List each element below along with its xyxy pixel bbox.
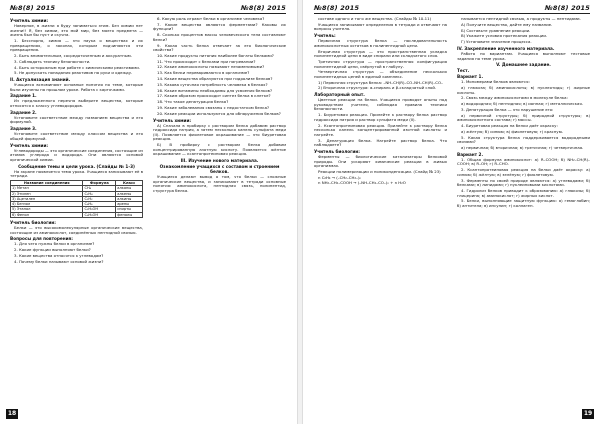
page-header — [314, 3, 590, 14]
paragraph: а) водородная; б) пептидная; в) ионная; г) металлическая. — [461, 101, 583, 107]
page-left — [0, 0, 296, 424]
paragraph: Б) В пробирку с раствором белка добавим концентрированную азотную кислоту. Появляется жёлтое окрашивание — ксантопротеиновая реакция. — [153, 142, 286, 157]
table-cell: 5) Этанол — [11, 207, 83, 212]
section-heading: Вопросы для повторения: — [10, 236, 73, 242]
paragraph: А) Сначала в пробирку с раствором белка добавим раствор гидроксида натрия, а затем несколько капель сульфата меди (II). Появляется фиолетовое окрашивание — это биуретовая реакция. — [153, 122, 286, 142]
data-table — [10, 180, 143, 218]
text-column — [153, 17, 286, 404]
section-heading: II. Актуализация знаний. — [10, 77, 71, 83]
paragraph: 8. Сколько процентов массы человеческого тела составляют белки? — [153, 32, 286, 42]
header-rule — [314, 13, 590, 14]
paragraph: Ферменты — биологические катализаторы белковой природы. Они ускоряют химические реакции в живых организмах. — [314, 153, 447, 169]
paragraph: 5. Белки, выполняющие защитную функцию: а) гемоглобин; б) антитела; в) инсулин; г) коллаген. — [457, 198, 590, 208]
issue-header: №8(8) 2015 — [240, 4, 286, 12]
issue-header: №8(8) 2015 — [314, 4, 360, 12]
paragraph: 12. Какие аминокислоты называют незаменимыми? — [157, 64, 265, 70]
section-heading: Задание 3. — [10, 126, 37, 132]
issue-header: №8(8) 2015 — [544, 4, 590, 12]
paragraph: 1. Мономерами белков являются: — [461, 79, 530, 85]
paragraph: 18. Что такое денатурация белка? — [157, 99, 229, 105]
paragraph: Третичная структура — пространственная конфигурация полипептидной цепи, свёрнутой в глобулу. — [314, 58, 447, 69]
paragraph: 2. Какие функции выполняют белки? — [14, 247, 91, 253]
section-heading: Задание 1. — [10, 93, 37, 99]
paragraph: 4. Быть осторожным при работе с химическими реактивами. — [14, 64, 140, 70]
paragraph: 3. Денатурация белка. Нагрейте раствор белка. Что наблюдаете? — [314, 137, 447, 148]
paragraph: На экране появляется тема урока. Учащиеся записывают её в тетради. — [10, 168, 143, 179]
paragraph: Вторичная структура — это пространственная укладка полипептидной цепи в виде спирали или складчатого слоя. — [314, 48, 447, 59]
section-heading: Учитель химии: — [10, 18, 49, 23]
text-column — [314, 17, 447, 404]
paragraph: Г) Установите значение процесса. — [461, 39, 532, 45]
page-gutter — [297, 0, 303, 424]
section-heading: Учитель биологии: — [314, 148, 360, 154]
paragraph: 2) Вторичная структура: α-спираль и β-складчатый слой. — [318, 85, 437, 91]
paragraph: 3. Какие вещества относятся к углеводам? — [14, 252, 104, 258]
paragraph: 5. Не допускать попадания реактивов на руки и одежду. — [14, 70, 133, 76]
paragraph: 16. Какие витамины необходимы для усвоения белков? — [157, 87, 273, 93]
section-heading: Ознакомление учащихся с составом и строением белков. — [159, 164, 280, 175]
paragraph: 13. Как белки перевариваются в организме? — [157, 70, 250, 76]
table-cell: C₂H₄ — [83, 191, 116, 196]
table-header-cell: Класс — [116, 180, 143, 185]
paragraph: 2. Ксантопротеиновая реакция. Прилейте к раствору белка несколько капель концентрированной азотной кислоты и нагрейте. — [314, 122, 447, 137]
section-heading: Лабораторный опыт. — [314, 92, 365, 98]
paragraph: Учащиеся записывают определения в тетради и отвечают на вопросы учителя. — [314, 21, 447, 32]
paragraph: Работа по вариантам. Учащиеся выполняют тестовые задания по теме урока. — [457, 50, 590, 61]
paragraph: а) первичная; б) вторичная; в) третичная; г) четвертичная. — [461, 145, 584, 151]
table-cell: арены — [116, 202, 143, 207]
table-cell: фенолы — [116, 212, 143, 217]
paragraph: Б) Составьте уравнение реакции. — [461, 27, 531, 33]
section-heading: Учитель химии: — [153, 117, 192, 123]
header-rule — [10, 13, 286, 14]
section-heading: Задание 2. — [10, 109, 37, 115]
table-cell: CH₄ — [83, 186, 116, 191]
paragraph: 15. Какова суточная потребность человека в белках? — [157, 81, 268, 87]
paragraph: 2. Быть внимательным, сосредоточенным и аккуратным. — [14, 52, 132, 58]
paragraph: 5. Какая структура белка поддерживается водородными связями? — [457, 134, 590, 145]
paragraph: 14. Какие вещества образуются при гидролизе белков? — [157, 76, 273, 82]
paragraph: 4. Почему белки называют основой жизни? — [14, 258, 104, 264]
paragraph: В) Укажите условия протекания реакции. — [461, 33, 548, 39]
section-heading: III. Изучение нового материала. — [180, 158, 259, 164]
paragraph: 3. Соблюдать технику безопасности. — [14, 58, 91, 64]
text-columns — [314, 17, 590, 404]
section-heading: V. Домашнее задание. — [496, 62, 551, 68]
paragraph: Учащиеся вспоминают основные понятия по теме, которые были изучены на прошлом уроке. Работа с карточками. — [10, 82, 143, 92]
paragraph: а) жёлтую; б) синюю; в) фиолетовую; г) красную. — [461, 128, 564, 134]
paragraph: Установите соответствие между названием вещества и его формулой. — [10, 114, 143, 125]
table-cell: 6) Фенол — [11, 212, 83, 217]
table-cell: 3) Ацетилен — [11, 196, 83, 201]
table-cell: алкины — [116, 196, 143, 201]
section-heading: IV. Закрепление изученного материала. — [457, 45, 555, 51]
section-heading: Тест. — [457, 68, 470, 74]
text-column — [10, 17, 143, 404]
paragraph: 3. Денатурация белка — это нарушение его: — [461, 107, 554, 112]
section-heading: Учитель биологии: — [10, 219, 56, 225]
table-cell: C₂H₂ — [83, 196, 116, 201]
page-number: 18 — [7, 410, 17, 417]
paragraph: n NH₂–CH₂–COOH → (–NH–CH₂–CO–)ₙ + n H₂O — [318, 180, 406, 186]
paragraph: 1. Бесспорно, химия — это наука о веществах и их превращениях, о законах, которым подчиняются эти превращения. — [10, 37, 143, 53]
paragraph: Учащиеся делают вывод о том, что белки — сложные органические вещества, и записывают в тетради основные понятия: аминокислота, пептидная связь, полипептид, структура белка. — [153, 174, 286, 193]
paragraph: Установите соответствие между классом вещества и его общей формулой. — [10, 131, 143, 141]
paragraph: называется пептидной связью, а продукты — пептидами. — [461, 17, 581, 21]
paragraph: 1. Биуретовая реакция. Прилейте к раствору белка раствор гидроксида натрия и раствор сульфата меди (II). — [314, 112, 447, 122]
section-heading: Вариант 2. — [457, 151, 484, 157]
paragraph: а) первичной структуры; б) природной структуры; в) аминокислотного состава; г) массы. — [457, 112, 590, 123]
table-cell: 2) Этилен — [11, 191, 83, 196]
section-heading: Учитель химии: — [10, 142, 49, 148]
page-number: 19 — [583, 410, 593, 417]
paragraph: а) глюкоза; б) аминокислоты; в) нуклеотиды; г) жирные кислоты. — [457, 85, 590, 95]
section-heading: Учитель: — [314, 33, 336, 39]
paragraph: 1. Общая формула аминокислот: а) R–COOH; б) NH₂–CH(R)–COOH; в) R–OH; г) R–CHO. — [457, 156, 590, 167]
table-cell: C₆H₆ — [83, 202, 116, 207]
table-cell: алканы — [116, 186, 143, 191]
paragraph: 10. Какие продукты питания наиболее богаты белками? — [157, 52, 274, 58]
page-right — [304, 0, 600, 424]
paragraph: 4. Биуретовая реакция на белки даёт окраску: — [461, 123, 558, 129]
paragraph: Белки — это высокомолекулярные органические вещества, состоящие из аминокислот, соединённых пептидной связью. — [10, 224, 143, 235]
paragraph: Из предложенного перечня выберите вещества, которые относятся к классу углеводородов. — [10, 98, 143, 109]
table-cell: алкены — [116, 191, 143, 196]
paragraph: Первичная структура белка — последовательность аминокислотных остатков в полипептидной цепи. — [314, 38, 447, 48]
paragraph: n C₂H₄ → (–CH₂–CH₂–)ₙ — [318, 174, 362, 180]
table-cell: 4) Бензол — [11, 202, 83, 207]
paragraph: Углеводороды — это органические соединения, состоящие из атомов углерода и водорода. Они являются основой органической химии. — [10, 147, 143, 162]
paragraph: 1. Для чего нужны белки в организме? — [14, 241, 95, 247]
paragraph: 3. Ферменты по своей природе являются: а) углеводами; б) белками; в) липидами; г) нуклеиновыми кислотами. — [457, 177, 590, 188]
table-cell: C₂H₅OH — [83, 207, 116, 212]
issue-header: №8(8) 2015 — [10, 4, 56, 12]
table-cell: 1) Метан — [11, 186, 83, 191]
paragraph: 20. Какие реакции используются для обнаружения белков? — [157, 110, 281, 116]
paragraph: составе одного и того же вещества. (Слайды № 10-11) — [318, 17, 432, 21]
paragraph: 1) Первичная структура белка: –NH–CH(R)–CO–NH–CH(R)–CO– — [318, 79, 444, 85]
paragraph: Цветные реакции на белки. Учащиеся проводят опыты под руководством учителя, соблюдая правила техники безопасности. — [314, 97, 447, 112]
table-row — [11, 212, 143, 217]
section-heading: Вариант 1. — [457, 74, 484, 80]
paragraph: 9. Какая часть белка отвечает за его биологические свойства? — [153, 42, 286, 53]
paragraph: 4. Гидролиз белков приводит к образованию: а) глюкозы; б) глицерина; в) аминокислот; г) жирных кислот. — [457, 188, 590, 198]
paragraph: 2. Связь между аминокислотами в молекуле белка: — [461, 95, 568, 101]
paragraph: 6. Какую роль играют белки в организме человека? — [157, 17, 265, 21]
table-header-cell: Название соединения — [11, 180, 83, 185]
paragraph: 2. Ксантопротеиновая реакция на белки даёт окраску: а) синюю; б) жёлтую; в) зелёную; г) фиолетовую. — [457, 167, 590, 177]
text-column — [457, 17, 590, 404]
paragraph: Четвертичная структура — объединение нескольких полипептидных цепей в единый комплекс. — [314, 69, 447, 79]
paragraph: Наверное, в жизни я буду заниматься этим. Без химии нет жизни!! Я, без химии, это мой мир, без моего предмета — жизнь был бы пуст и скучна. — [10, 23, 143, 38]
text-columns — [10, 17, 286, 404]
table-header-cell: Формула — [83, 180, 116, 185]
paragraph: А) Получите вещество, дайте ему название. — [461, 21, 553, 27]
paragraph: 17. Каким образом происходит синтез белка в клетке? — [157, 93, 271, 99]
paragraph: Реакции полимеризации и поликонденсации. (Слайд № 23) — [318, 168, 441, 174]
section-heading: Сообщение темы и цели урока. (Слайды № 1-3) — [18, 163, 135, 169]
paragraph: 7. Какие вещества являются ферментами? Каковы их функции? — [153, 21, 286, 32]
table-cell: спирты — [116, 207, 143, 212]
page-header — [10, 3, 286, 14]
paragraph: 19. Какие заболевания связаны с недостатком белка? — [157, 104, 270, 110]
table-cell: C₆H₅OH — [83, 212, 116, 217]
paragraph: 11. Что происходит с белками при нагревании? — [157, 58, 256, 64]
